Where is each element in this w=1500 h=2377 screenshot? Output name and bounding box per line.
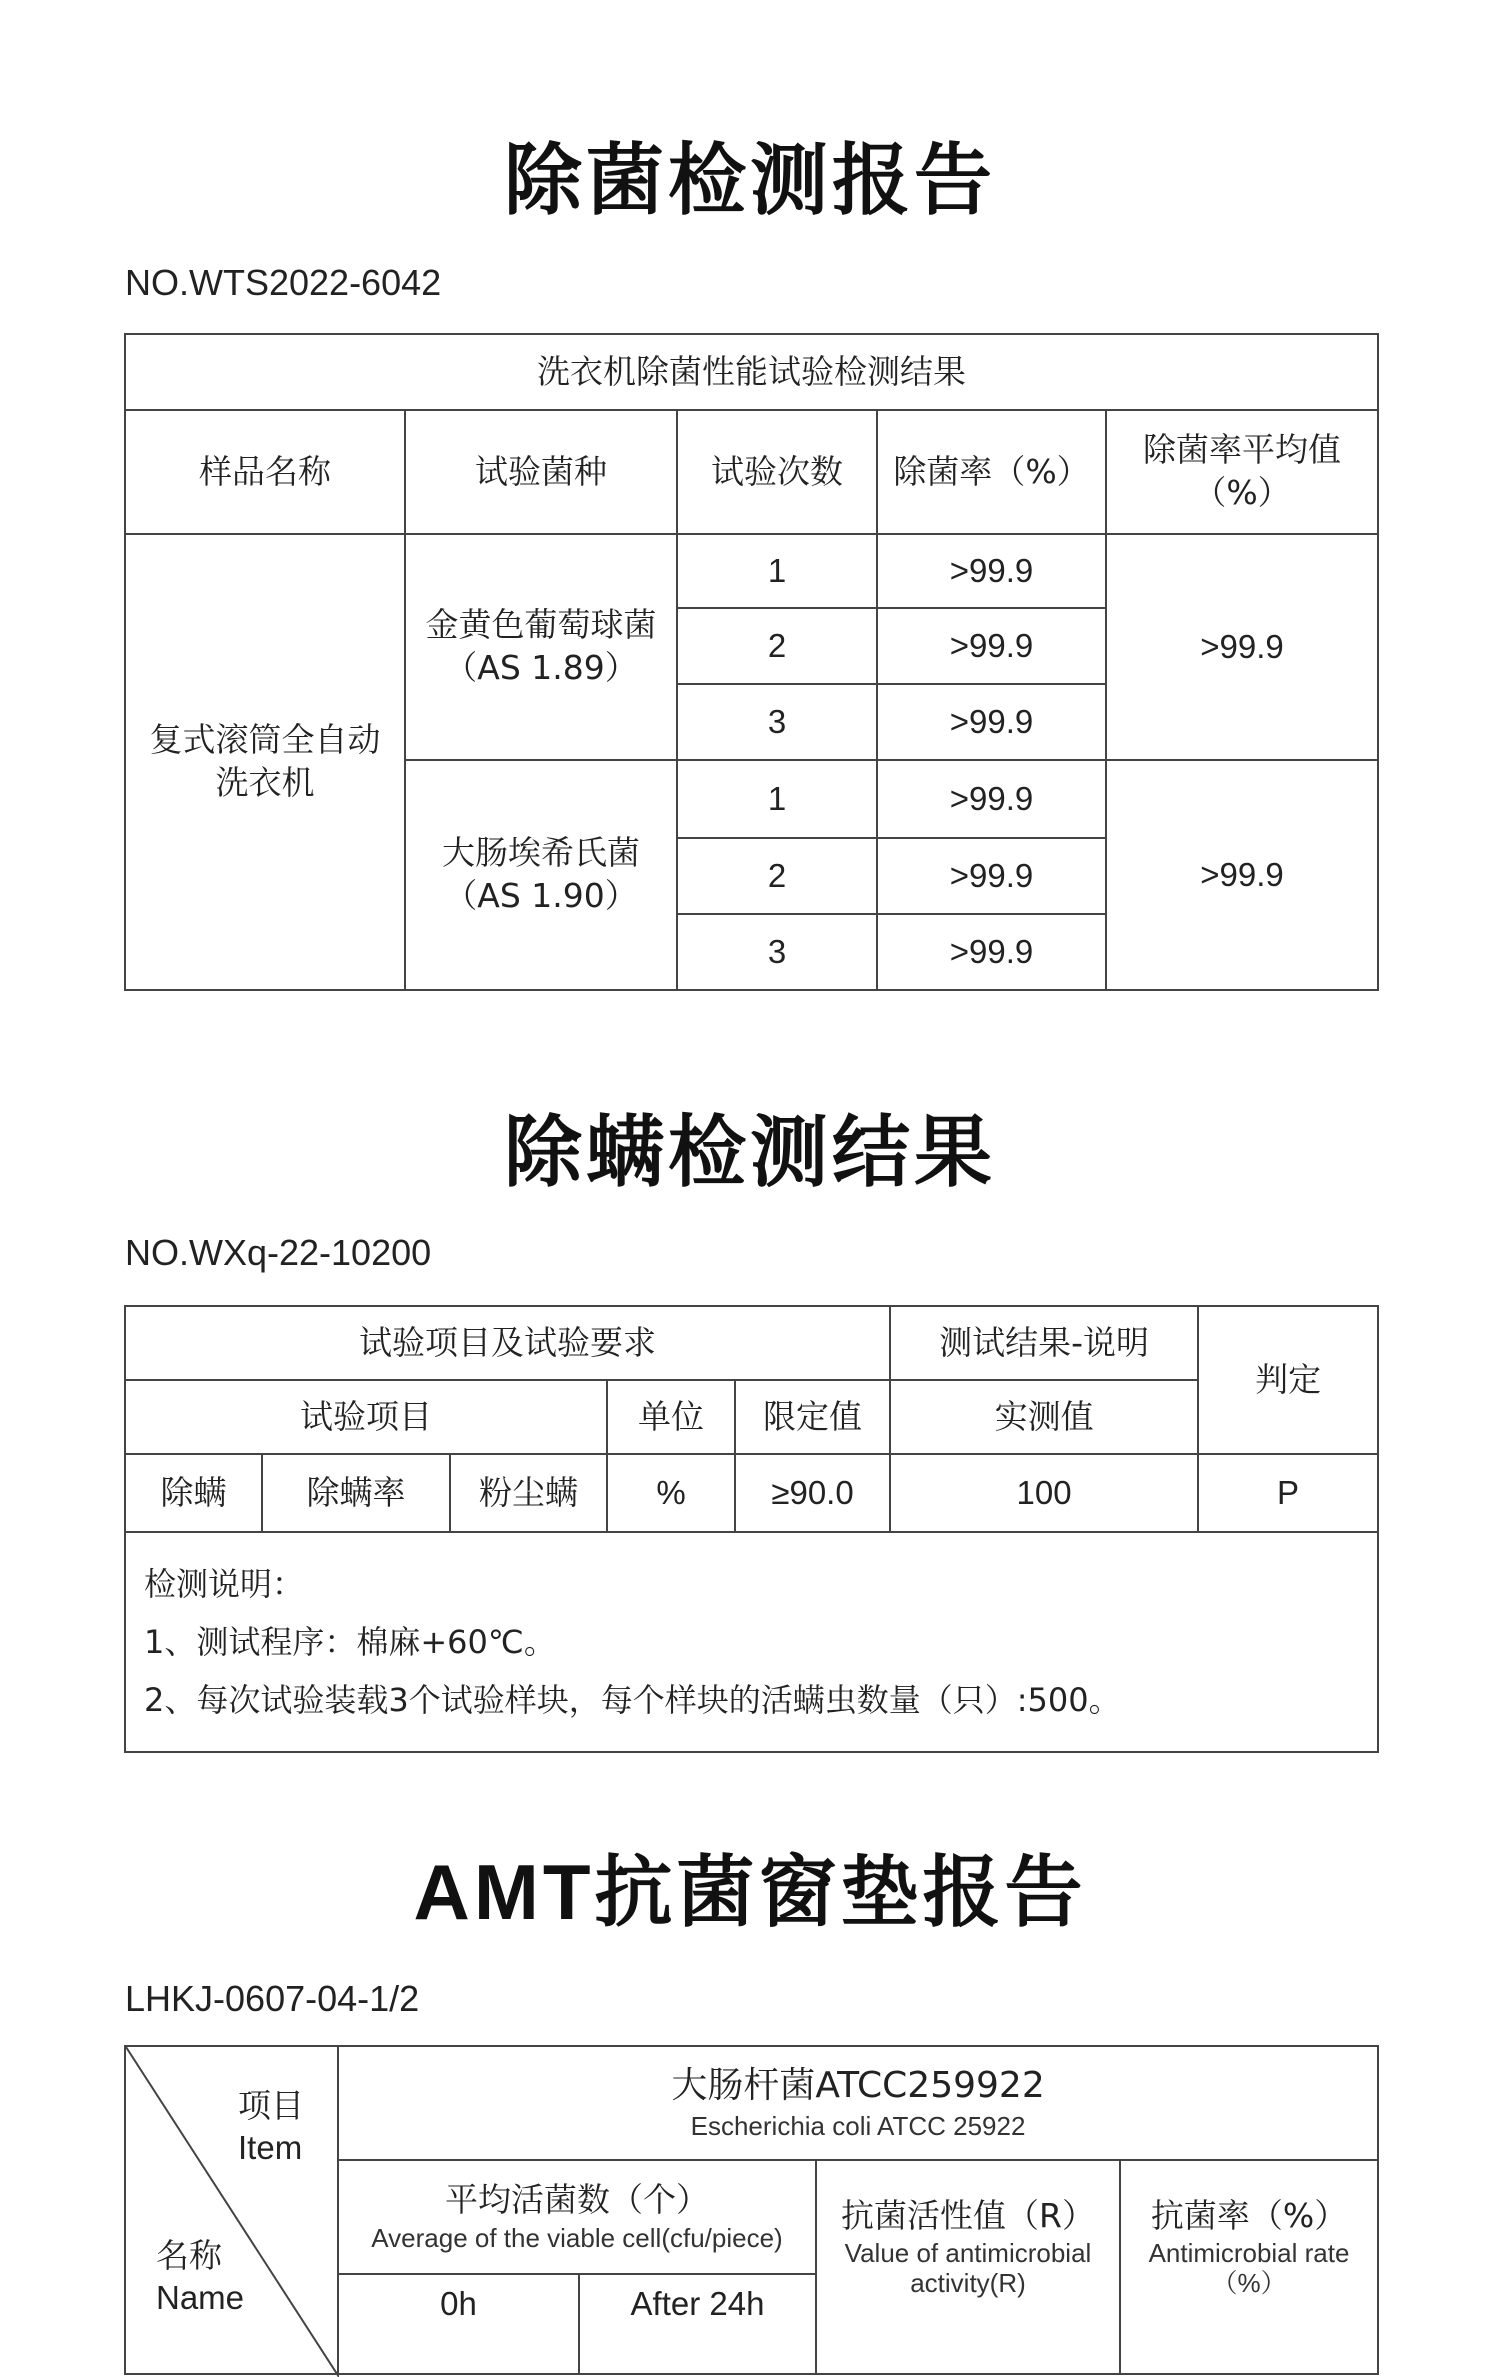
trial-number: 1: [677, 534, 877, 608]
cell-dust-mite: 粉尘螨: [450, 1454, 607, 1532]
average-rate-1: >99.9: [1106, 534, 1378, 760]
section3-report-no: LHKJ-0607-04-1/2: [125, 1978, 420, 2019]
table-caption: 洗衣机除菌性能试验检测结果: [125, 334, 1378, 410]
rate-en: Antimicrobial rate（%）: [1148, 2237, 1350, 2298]
cell-mite: 除螨: [125, 1454, 262, 1532]
trial-number: 2: [677, 608, 877, 684]
strain-cn: 大肠杆菌ATCC259922: [671, 2064, 1045, 2106]
header-limit: 限定值: [735, 1380, 890, 1454]
header-rate: 除菌率（%）: [877, 410, 1106, 534]
trial-rate: >99.9: [877, 760, 1106, 838]
section3-title: AMT抗菌窗垫报告: [413, 1848, 1087, 1936]
sub-0h: 0h: [338, 2274, 579, 2374]
strain-header: [338, 2046, 1378, 2160]
sub-24h: After 24h: [579, 2274, 816, 2374]
corner-name-en: Name: [156, 2279, 245, 2316]
rate-cn: 抗菌率（%）: [1150, 2196, 1348, 2235]
header-times: 试验次数: [677, 410, 877, 534]
header-unit: 单位: [607, 1380, 735, 1454]
trial-rate: >99.9: [877, 684, 1106, 760]
strain-2: 大肠埃希氏菌（AS 1.90）: [405, 760, 677, 990]
viable-header: [338, 2160, 816, 2274]
section1-title: 除菌检测报告: [503, 136, 996, 226]
activity-header: [816, 2160, 1120, 2374]
section2-report-no: NO.WXq-22-10200: [125, 1232, 432, 1273]
notes-line: 1、测试程序：棉麻+60℃。: [144, 1623, 556, 1661]
trial-number: 1: [677, 760, 877, 838]
header-strain: 试验菌种: [405, 410, 677, 534]
test-notes: [125, 1532, 1378, 1752]
antibacterial-table: [124, 2045, 1379, 2375]
viable-en: Average of the viable cell(cfu/piece): [371, 2222, 783, 2253]
header-item: 试验项目: [125, 1380, 607, 1454]
section1-report-no: NO.WTS2022-6042: [125, 262, 442, 303]
header-measured: 实测值: [890, 1380, 1198, 1454]
trial-rate: >99.9: [877, 534, 1106, 608]
header-result-desc: 测试结果-说明: [890, 1306, 1198, 1380]
corner-item-en: Item: [238, 2129, 303, 2166]
viable-cn: 平均活菌数（个）: [445, 2179, 709, 2219]
trial-number: 3: [677, 684, 877, 760]
sample-name: 复式滚筒全自动洗衣机: [125, 534, 405, 990]
trial-rate: >99.9: [877, 608, 1106, 684]
header-sample: 样品名称: [125, 410, 405, 534]
activity-en: Value of antimicrobial activity(R): [844, 2237, 1092, 2298]
header-judge: 判定: [1198, 1306, 1378, 1454]
corner-item-cn: 项目: [238, 2086, 304, 2125]
notes-line: 2、每次试验装载3个试验样块，每个样块的活螨虫数量（只）:500。: [144, 1681, 1121, 1719]
cell-judge: P: [1198, 1454, 1378, 1532]
trial-number: 3: [677, 914, 877, 990]
trial-number: 2: [677, 838, 877, 914]
mite-table: [124, 1305, 1379, 1753]
activity-cn: 抗菌活性值（R）: [841, 2196, 1095, 2235]
trial-rate: >99.9: [877, 838, 1106, 914]
cell-measured: 100: [890, 1454, 1198, 1532]
cell-limit: ≥90.0: [735, 1454, 890, 1532]
rate-header: [1120, 2160, 1378, 2374]
diagonal-line: [126, 2047, 339, 2377]
strain-en: Escherichia coli ATCC 25922: [690, 2110, 1026, 2141]
corner-header: [125, 2046, 338, 2374]
notes-heading: 检测说明：: [144, 1565, 305, 1603]
strain-1: 金黄色葡萄球菌（AS 1.89）: [405, 534, 677, 760]
header-avg: 除菌率平均值（%）: [1106, 410, 1378, 534]
cell-mite-rate: 除螨率: [262, 1454, 450, 1532]
cell-unit: %: [607, 1454, 735, 1532]
corner-name-cn: 名称: [156, 2236, 222, 2275]
trial-rate: >99.9: [877, 914, 1106, 990]
section2-title: 除螨检测结果: [503, 1108, 996, 1198]
sterilization-table: [124, 333, 1379, 991]
average-rate-2: >99.9: [1106, 760, 1378, 990]
header-items-req: 试验项目及试验要求: [125, 1306, 890, 1380]
